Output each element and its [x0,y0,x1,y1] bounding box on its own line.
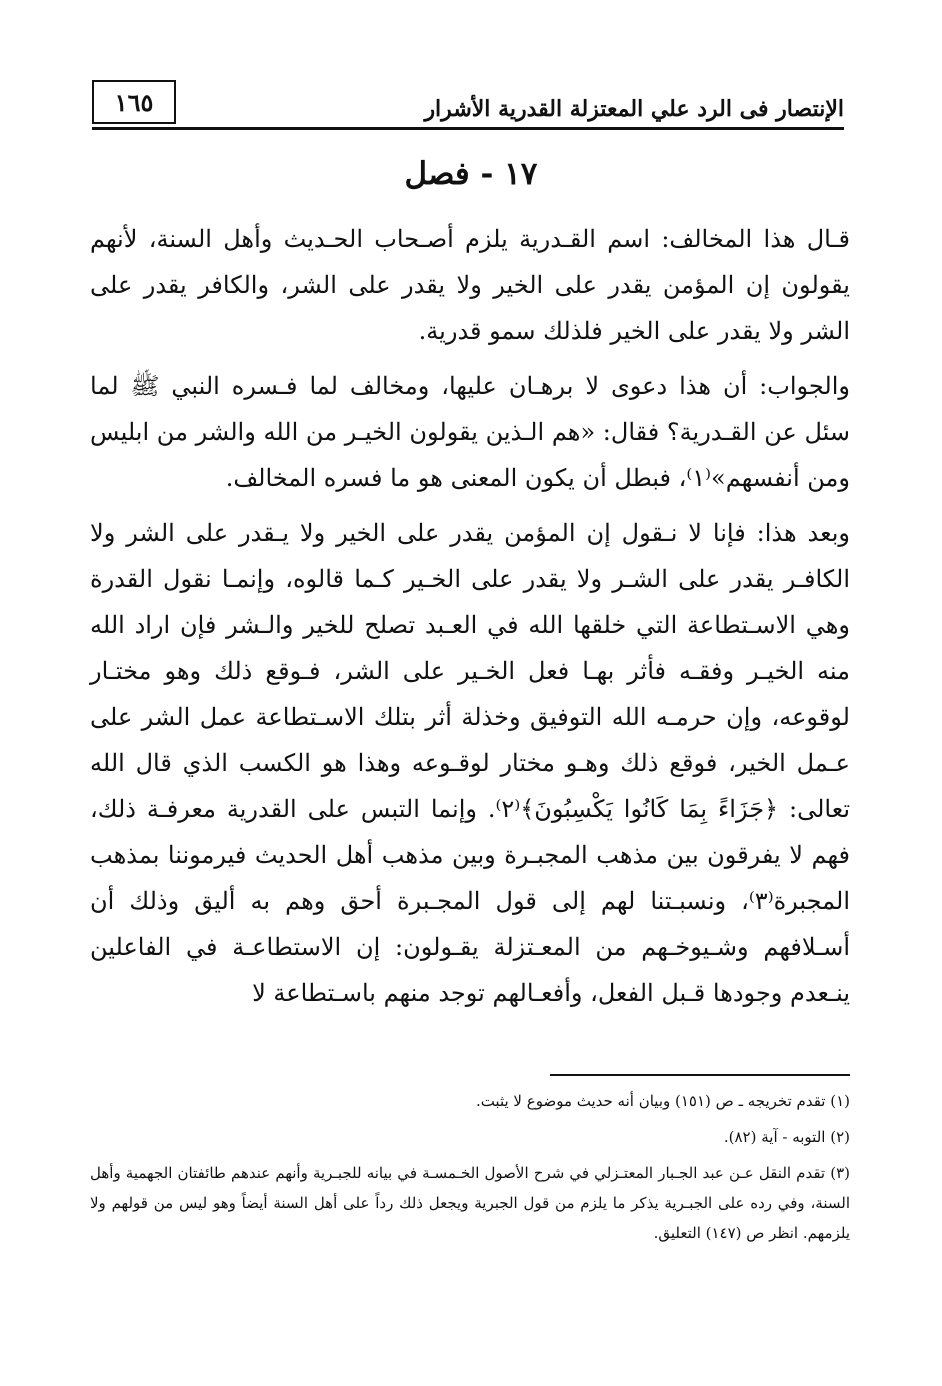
page-number-box [92,80,176,124]
footnotes [90,1086,850,1254]
running-title: الإنتصار فى الرد علي المعتزلة القدرية الأشرار [424,96,844,122]
section-heading: ١٧ - فصل [404,156,538,192]
paragraph-3: وبعد هذا: فإنا لا نـقول إن المؤمن يقدر على الخير ولا يـقدر على الشر ولا الكافـر يقدر على الشـر ولا يقدر على الخـير كـما قالوه، وإنمـا نقول القدرة وهي الاسـتطاعة التي خلقها الله في العـبد تصلح للخير والـشر فإن اراد الله منه الخيـر وفقـه فأثر بهـا فعل الخـير على الشر، فـوقع ذلك وهو مختـار لوقوعه، وإن حرمـه الله التوفيق وخذلة أثر بتلك الاسـتطاعة عمل الشر على عـمل الخير، فوقع ذلك وهـو مختار لوقـوعه وهذا هو الكسب الذي قال الله تعالى: ﴿جَزَاءً بِمَا كَانُوا يَكْسِبُونَ﴾⁽٢⁾. وإنما التبس على القدرية معرفـة ذلك، فهم لا يفرقون بين مذهب المجبـرة وبين مذهب أهل الحديث فيرموننا بمذهب المجبرة⁽٣⁾، ونسبـتنا لهم إلى قول المجـبرة أحق وهم به أليق وذلك أن أسـلافهم وشـيوخـهم من المعـتزلة يقـولون: إن الاستطاعـة في الفاعلين ينـعدم وجودها قـبل الفعل، وأفعـالهم توجد منهم باسـتطاعة لا [90,519,850,1007]
footnote-rule [550,1074,850,1076]
footnote-1: (١) تقدم تخريجه ـ ص (١٥١) وبيان أنه حديث موضوع لا يثبت. [475,1092,850,1110]
footnote-3: (٣) تقدم النقل عـن عبد الجـبار المعتـزلي في شرح الأصول الخـمسـة في بيانه للجبـرية وأنهم عندهم طائفتان الجهمية وأهل السنة، وفي رده على الجبـرية يذكر ما يلزم من قول الجبرية ويجعل ذلك رداً على أهل السنة أيضاً وهو ليس من قولهم ولا يلزمهم. انظر ص (١٤٧) التعليق. [90,1164,850,1242]
body-text [90,216,850,1025]
paragraph-2: والجواب: أن هذا دعوى لا برهـان عليها، ومخالف لما فـسره النبي ﷺ لما سئل عن القـدرية؟ فقال: «هم الـذين يقولون الخيـر من الله والشر من ابليس ومن أنفسهم»⁽١⁾، فبطل أن يكون المعنى هو ما فسره المخالف. [90,372,850,492]
page-number: ١٦٥ [114,87,154,117]
header-rule [92,127,844,130]
paragraph-1: قـال هذا المخالف: اسم القـدرية يلزم أصـحاب الحـديث وأهل السنة، لأنهم يقولون إن المؤمن يقدر على الخير ولا يقدر على الشر، والكافر يقدر على الشر ولا يقدر على الخير فلذلك سمو قدرية. [90,225,850,345]
footnote-2: (٢) التوبه - آية (٨٢). [723,1128,850,1146]
